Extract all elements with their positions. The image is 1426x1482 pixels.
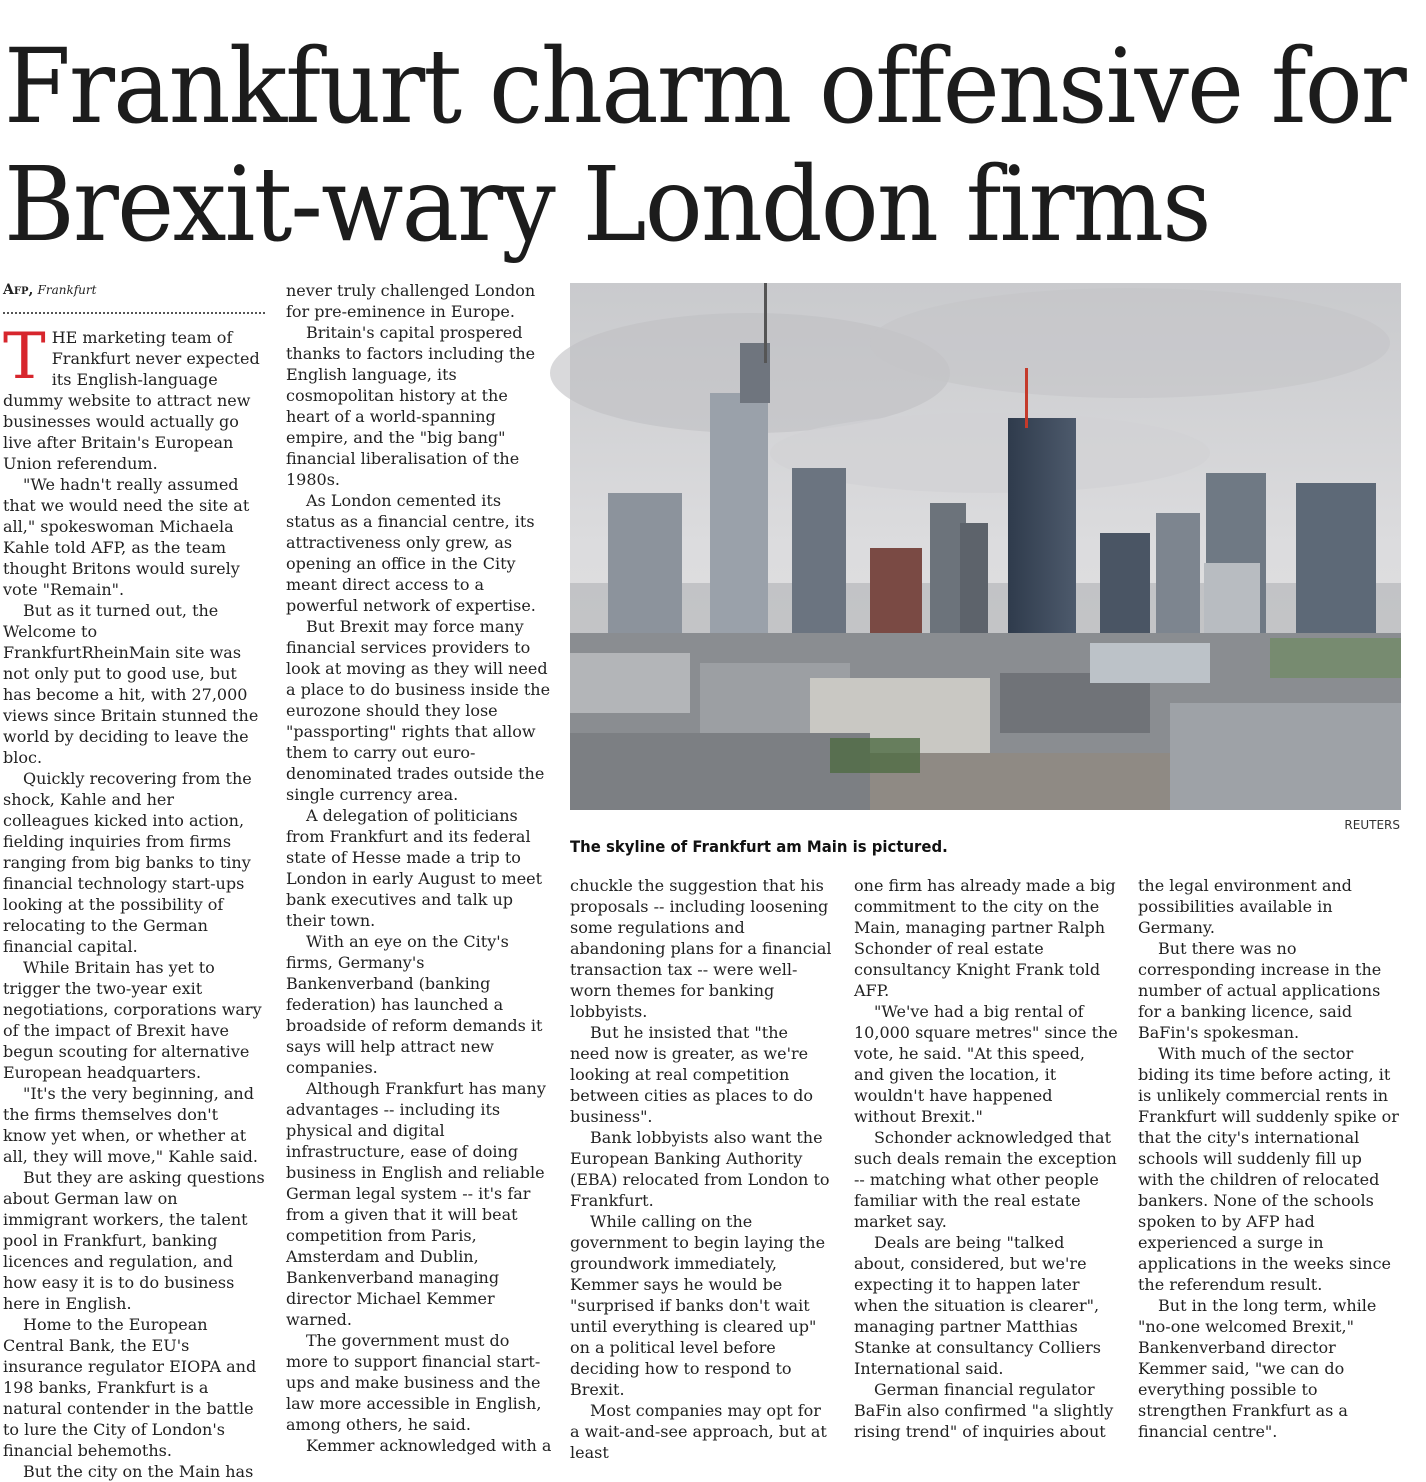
byline-place: Frankfurt [37,283,97,297]
article-paragraph: But there was no corresponding increase in the number of actual applications for a banking licence, said BaFin's spokesman. [1138,939,1382,1042]
article-paragraph: With much of the sector biding its time before acting, it is unlikely commercial rents in Frankfurt will suddenly spike or that the city's international schools will suddenly fill up with the children of relocated bankers. None of the schools spoken to by AFP had experienced a surge in applications in the weeks since the referendum result. [1138,1044,1399,1294]
article-paragraph: While calling on the government to begin laying the groundwork immediately, Kemmer says he would be "surprised if banks don't wait until everything is cleared up" on a political level before deciding how to respond to Brexit. [570,1212,826,1399]
article-paragraph: "We hadn't really assumed that we would need the site at all," spokeswoman Michaela Kahle told AFP, as the team thought Britons would surely vote "Remain". [3,475,250,599]
article-paragraph: Although Frankfurt has many advantages -- including its physical and digital infrastructure, ease of doing business in English and reliable German legal system -- it's far from a given that it will beat competition from Paris, Amsterdam and Dublin, Bankenverband managing director Michael Kemmer warned. [286,1079,546,1329]
frankfurt-skyline-photo-icon [570,283,1401,810]
article-paragraph: But as it turned out, the Welcome to FrankfurtRheinMain site was not only put to good use, but has become a hit, with 27,000 views since Britain stunned the world by deciding to leave the bloc. [3,601,259,767]
article-paragraph: But Brexit may force many financial services providers to look at moving as they will need a place to do business inside the eurozone should they lose "passporting" rights that allow them to carry out euro-denominated trades outside the single currency area. [286,617,551,804]
article-paragraph: Most companies may opt for a wait-and-see approach, but at least [570,1401,827,1462]
article-paragraph: Deals are being "talked about, considered, but we're expecting it to happen later when the situation is clearer", managing partner Matthias Stanke at consultancy Colliers International said. [854,1233,1101,1378]
byline-divider [3,312,265,314]
article-column-1 [3,320,265,1481]
article-paragraph: But he insisted that "the need now is greater, as we're looking at real competition between cities as places to do business". [570,1023,814,1126]
article-column-4 [854,875,1118,1441]
article-paragraph: Home to the European Central Bank, the EU's insurance regulator EIOPA and 198 banks, Frankfurt is a natural contender in the battle to lure the City of London's financial behemoths. [3,1315,257,1460]
article-paragraph: Quickly recovering from the shock, Kahle and her colleagues kicked into action, fielding inquiries from firms ranging from big banks to tiny financial technology start-ups looking at the possibility of relocating to the German financial capital. [3,769,252,956]
byline-agency: Afp, [3,282,34,298]
article-paragraph: A delegation of politicians from Frankfurt and its federal state of Hesse made a trip to London in early August to meet bank executives and talk up their town. [286,806,543,930]
article-paragraph-text: HE marketing team of Frankfurt never expected its English-language dummy website to attract new businesses would actually go live after Britain's European Union referendum. [3,328,260,473]
article-paragraph: never truly challenged London for pre-eminence in Europe. [286,281,536,321]
article-paragraph: But in the long term, while "no-one welcomed Brexit," Bankenverband director Kemmer said, "we can do everything possible to strengthen Frankfurt as a financial centre". [1138,1296,1377,1441]
article-column-5 [1138,875,1402,1441]
article-column-3 [570,875,832,1462]
photo-caption: The skyline of Frankfurt am Main is pictured. [570,837,948,856]
article-paragraph: While Britain has yet to trigger the two-year exit negotiations, corporations wary of the impact of Brexit have begun scouting for alternative European headquarters. [3,958,262,1082]
article-column-2 [286,280,552,1455]
headline-line-1: Frankfurt charm offensive for [4,27,1405,147]
article-paragraph: But the city on the Main has [23,1462,254,1481]
photo-credit: REUTERS [1344,818,1400,832]
headline [4,27,1405,265]
headline-line-2: Brexit-wary London firms [4,145,1210,265]
article-paragraph: chuckle the suggestion that his proposals -- including loosening some regulations and abandoning plans for a financial transaction tax -- were well-worn themes for banking lobbyists. [570,876,832,1021]
article-paragraph: But they are asking questions about German law on immigrant workers, the talent pool in Frankfurt, banking licences and regulation, and how easy it is to do business here in English. [3,1168,265,1313]
article-paragraph: With an eye on the City's firms, Germany's Bankenverband (banking federation) has launched a broadside of reform demands it says will help attract new companies. [286,932,543,1077]
article-paragraph [3,320,265,474]
article-paragraph: Schonder acknowledged that such deals remain the exception -- matching what other people familiar with the real estate market say. [854,1128,1117,1231]
article-paragraph: Britain's capital prospered thanks to factors including the English language, its cosmopolitan history at the heart of a world-spanning empire, and the "big bang" financial liberalisation of the 1980s. [286,323,536,489]
article-paragraph: German financial regulator BaFin also confirmed "a slightly rising trend" of inquiries about [854,1380,1114,1441]
byline [3,282,265,306]
article-paragraph: Kemmer acknowledged with a [306,1436,552,1455]
article-paragraph: "It's the very beginning, and the firms themselves don't know yet when, or whether at all, they will move," Kahle said. [3,1084,258,1166]
article-paragraph: the legal environment and possibilities available in Germany. [1138,876,1352,937]
article-paragraph: "We've had a big rental of 10,000 square metres" since the vote, he said. "At this speed, and given the location, it wouldn't have happened without Brexit." [854,1002,1118,1126]
article-paragraph: one firm has already made a big commitment to the city on the Main, managing partner Ralph Schonder of real estate consultancy Knight Frank told AFP. [854,876,1116,1000]
drop-cap: T [3,320,46,394]
article-paragraph: Bank lobbyists also want the European Banking Authority (EBA) relocated from London to Frankfurt. [570,1128,830,1210]
skyline-photo [570,283,1401,810]
article-paragraph: As London cemented its status as a financial centre, its attractiveness only grew, as opening an office in the City meant direct access to a powerful network of expertise. [286,491,536,615]
article-paragraph: The government must do more to support financial start-ups and make business and the law more accessible in English, among others, he said. [286,1331,542,1434]
